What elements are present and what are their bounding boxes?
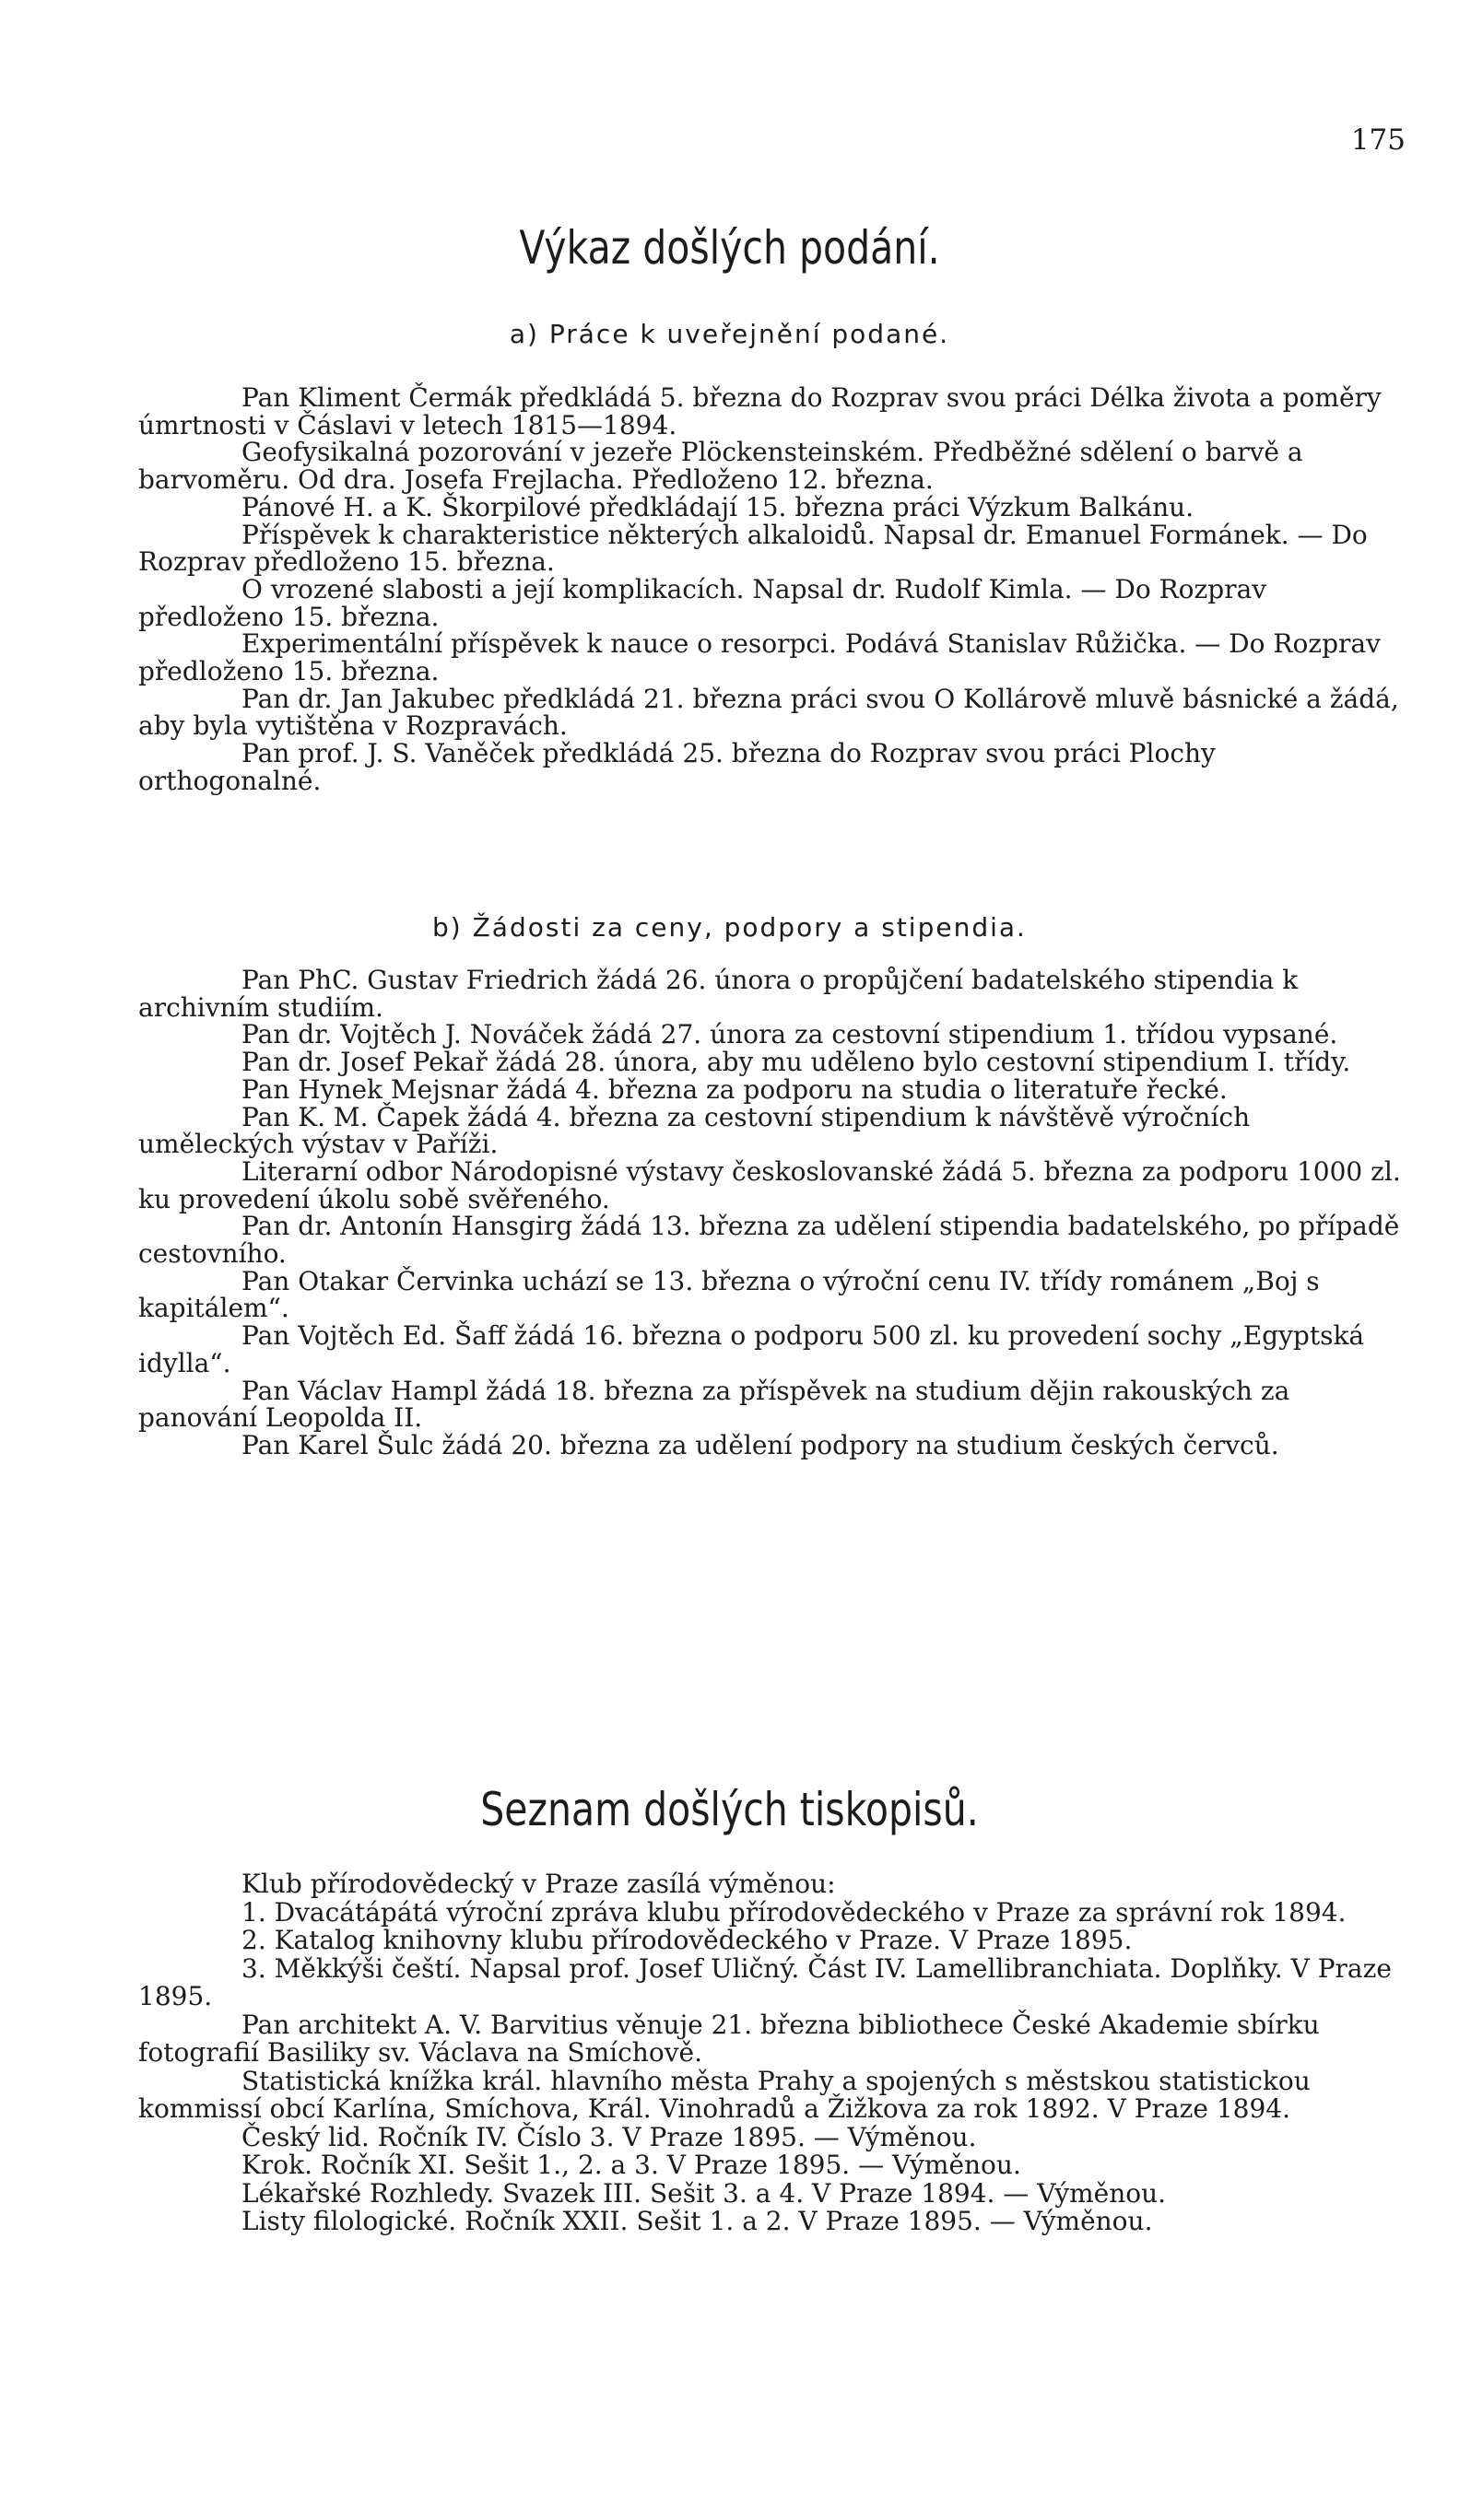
list-item: 2. Katalog knihovny klubu přírodovědeckého v Praze. V Praze 1895. (241, 1925, 1133, 1955)
list-item: O vrozené slabosti a její komplikacích. Napsal dr. Rudolf Kimla. — Do Rozprav předloženo 15. března. (138, 573, 1267, 632)
list-item: Lékařské Rozhledy. Svazek III. Sešit 3. a 4. V Praze 1894. — Výměnou. (241, 2177, 1167, 2209)
list-item: Český lid. Ročník IV. Číslo 3. V Praze 1895. — Výměnou. (241, 2121, 977, 2152)
list-item: Literarní odbor Národopisné výstavy českoslovanské žádá 5. března za podporu 1000 zl. ku provedení úkolu sobě svěřeného. (138, 1155, 1401, 1214)
subheading-requests: b) Žádosti za ceny, podpory a stipendia. (432, 912, 1027, 943)
list-item: Pan Karel Šulc žádá 20. března za udělení podpory na studium českých červců. (241, 1429, 1279, 1460)
list-item: Pan Otakar Červinka uchází se 13. března o výroční cenu IV. třídy románem „Boj s kapitálem“. (138, 1265, 1320, 1324)
list-item: Pan K. M. Čapek žádá 4. března za cestovní stipendium k návštěvě výročních uměleckých výstav v Paříži. (138, 1101, 1251, 1160)
list-item: 3. Měkkýši čeští. Napsal prof. Josef Uličný. Část IV. Lamellibranchiata. Doplňky. V Praze 1895. (138, 1952, 1392, 2011)
list-item: 1. Dvacátápátá výroční zpráva klubu přírodovědeckého v Praze za správní rok 1894. (241, 1896, 1347, 1928)
list-item: Pan Kliment Čermák předkládá 5. března do Rozprav svou práci Délka života a poměry úmrtnosti v Čáslavi v letech 1815—1894. (138, 382, 1382, 440)
list-item: Geofysikalná pozorování v jezeře Plöckensteinském. Předběžné sdělení o barvě a barvoměru. Od dra. Josefa Frejlacha. Předloženo 12. března. (138, 437, 1303, 496)
list-item: Pan dr. Josef Pekař žádá 28. února, aby mu uděleno bylo cestovní stipendium I. třídy. (241, 1047, 1351, 1078)
list-item: Pan dr. Vojtěch J. Nováček žádá 27. února za cestovní stipendium 1. třídou vypsané. (241, 1019, 1338, 1050)
page-number: 175 (1350, 123, 1406, 157)
list-item: Pan architekt A. V. Barvitius věnuje 21. března bibliothece České Akademie sbírku fotografií Basiliky sv. Václava na Smíchově. (138, 2009, 1320, 2068)
section-title-prints: Seznam došlých tiskopisů. (480, 1783, 979, 1836)
list-item: Pan dr. Jan Jakubec předkládá 21. března práci svou O Kollárově mluvě básnické a žádá, aby byla vytištěna v Rozpravách. (138, 683, 1399, 742)
papers-list (138, 384, 1401, 795)
section-title-submissions: Výkaz došlých podání. (519, 221, 940, 275)
list-item: Pan Vojtěch Ed. Šaff žádá 16. března o podporu 500 zl. ku provedení sochy „Egyptská idylla“. (138, 1320, 1365, 1378)
list-item: Listy filologické. Ročník XXII. Sešit 1. a 2. V Praze 1895. — Výměnou. (241, 2206, 1153, 2236)
list-item: Pan Václav Hampl žádá 18. března za příspěvek na studium dějin rakouských za panování Leopolda II. (138, 1375, 1290, 1434)
list-intro: Klub přírodovědecký v Praze zasílá výměnou: (241, 1869, 836, 1899)
requests-list (138, 967, 1401, 1459)
list-item: Pan prof. J. S. Vaněček předkládá 25. března do Rozprav svou práci Plochy orthogonalné. (138, 738, 1216, 796)
list-item: Příspěvek k charakteristice některých alkaloidů. Napsal dr. Emanuel Formánek. — Do Rozprav předloženo 15. března. (138, 519, 1368, 578)
list-item: Pan Hynek Mejsnar žádá 4. března za podporu na studia o literatuře řecké. (241, 1073, 1228, 1105)
list-item: Pan PhC. Gustav Friedrich žádá 26. února o propůjčení badatelského stipendia k archivním studiím. (138, 965, 1299, 1023)
list-item: Pan dr. Antonín Hansgirg žádá 13. března za udělení stipendia badatelského, po případě cestovního. (138, 1211, 1400, 1270)
prints-list (138, 1870, 1401, 2236)
list-item: Experimentální příspěvek k nauce o resorpci. Podává Stanislav Růžička. — Do Rozprav předloženo 15. března. (138, 628, 1381, 687)
list-item: Pánové H. a K. Škorpilové předkládají 15. března práci Výzkum Balkánu. (241, 491, 1194, 522)
list-item: Krok. Ročník XI. Sešit 1., 2. a 3. V Praze 1895. — Výměnou. (241, 2150, 1021, 2180)
list-item: Statistická knížka král. hlavního města Prahy a spojených s městskou statistickou kommissí obcí Karlína, Smíchova, Král. Vinohradů a Žižkova za rok 1892. V Praze 1894. (138, 2065, 1311, 2124)
subheading-papers: a) Práce k uveřejnění podané. (509, 319, 950, 349)
